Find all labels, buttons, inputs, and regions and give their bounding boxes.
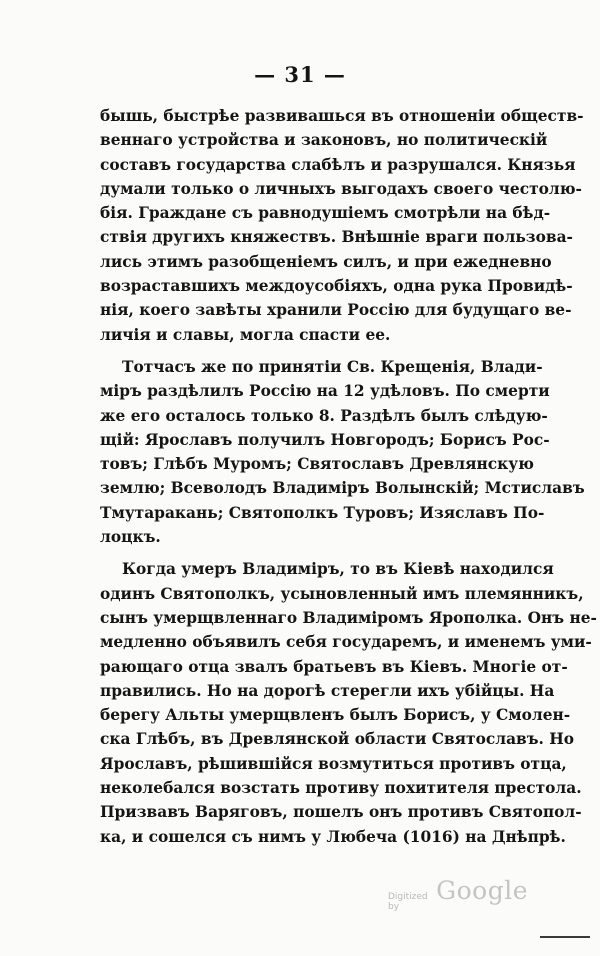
text-line: Тмутаракань; Святополкъ Туровъ; Изяславъ По- — [100, 503, 545, 522]
google-logo: Google — [436, 876, 528, 905]
text-line: лоцкъ. — [100, 528, 161, 547]
text-line: бія. Граждане съ равнодушіемъ смотрѣли на бѣд- — [100, 204, 551, 223]
text-line: берегу Альты умерщвленъ былъ Борисъ, у Смолен- — [100, 706, 571, 725]
text-line: одинъ Святополкъ, усыновленный имъ племянникъ, — [100, 584, 584, 603]
paragraph — [100, 104, 584, 347]
text-line: міръ раздѣлилъ Россію на 12 удѣловъ. По смерти — [100, 382, 550, 401]
text-line: нія, коего завѣты хранили Россію для будущаго ве- — [100, 301, 572, 320]
text-line: сынъ умерщвленнаго Владиміромъ Ярополка. Онъ не- — [100, 608, 597, 627]
text-line: Призвавъ Варяговъ, пошелъ онъ противъ Святопол- — [100, 803, 582, 822]
scan-edge-mark — [540, 936, 590, 938]
text-line: думали только о личныхъ выгодахъ своего честолю- — [100, 179, 582, 198]
text-line: составъ государства слабѣлъ и разрушался. Князья — [100, 155, 576, 174]
text-line: Ярославъ, рѣшившійся возмутиться противъ отца, — [100, 754, 567, 773]
paragraph — [100, 355, 585, 549]
text-line: щій: Ярославъ получилъ Новгородъ; Борисъ Рос- — [100, 430, 550, 449]
text-line: землю; Всеволодъ Владиміръ Волынскій; Мстиславъ — [100, 479, 585, 498]
text-line: неколебался возстать противу похитителя престола. — [100, 779, 582, 798]
body-text — [100, 104, 597, 849]
text-line: медленно объявилъ себя государемъ, и именемъ уми- — [100, 633, 592, 652]
text-line: личія и славы, могла спасти ее. — [100, 325, 391, 344]
text-line: лись этимъ разобщеніемъ силъ, и при ежедневно — [100, 252, 552, 271]
text-line: правились. Но на дорогѣ стерегли ихъ убійцы. На — [100, 681, 555, 700]
digitization-watermark — [388, 876, 528, 912]
text-line: ка, и сошелся съ нимъ у Любеча (1016) на Днѣпрѣ. — [100, 827, 566, 846]
text-line: рающаго отца звалъ братьевъ въ Кіевъ. Многіе от- — [100, 657, 568, 676]
text-line: Тотчасъ же по принятіи Св. Крещенія, Влади- — [122, 357, 543, 376]
watermark-prefix: Digitized by — [388, 892, 428, 912]
text-line: же его осталось только 8. Раздѣлъ былъ слѣдую- — [100, 406, 548, 425]
text-line: возраставшихъ междоусобіяхъ, одна рука Провидѣ- — [100, 277, 573, 296]
text-line: бышь, быстрѣе развивашься въ отношеніи обществ- — [100, 107, 584, 125]
text-line: товъ; Глѣбъ Муромъ; Святославъ Древлянскую — [100, 455, 534, 474]
text-line: ска Глѣбъ, въ Древлянской области Святославъ. Но — [100, 730, 575, 749]
text-line: ствія другихъ княжествъ. Внѣшніе враги пользова- — [100, 228, 573, 247]
text-line: веннаго устройства и законовъ, но политическій — [100, 131, 548, 150]
page-number: — 31 — — [254, 62, 346, 87]
text-line: Когда умеръ Владиміръ, то въ Кіевѣ находился — [122, 560, 554, 579]
paragraph — [100, 557, 597, 849]
